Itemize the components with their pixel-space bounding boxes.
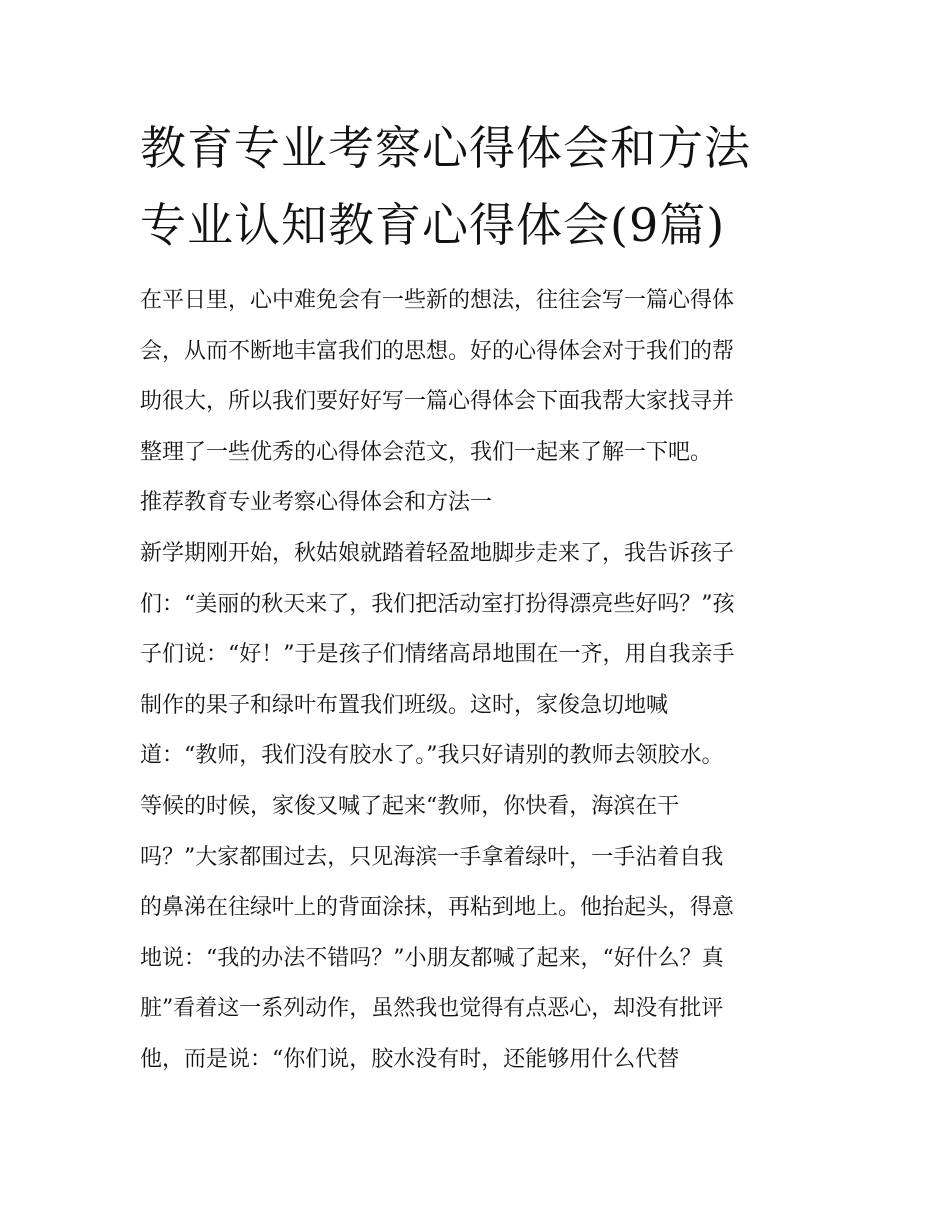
paragraph-line: 地说：“我的办法不错吗？”小朋友都喊了起来，“好什么？真 (140, 946, 724, 971)
paragraph-line: 吗？”大家都围过去，只见海滨一手拿着绿叶，一手沾着自我 (140, 845, 724, 870)
paragraph-line: 道：“教师，我们没有胶水了。”我只好请别的教师去领胶水。 (140, 743, 724, 768)
paragraph-line: 整理了一些优秀的心得体会范文，我们一起来了解一下吧。 (140, 440, 713, 465)
paragraph-line: 制作的果子和绿叶布置我们班级。这时，家俊急切地喊 (140, 693, 669, 718)
paragraph-line: 等候的时候，家俊又喊了起来“教师，你快看，海滨在干 (140, 794, 680, 819)
paragraph-line: 助很大，所以我们要好好写一篇心得体会下面我帮大家找寻并 (140, 389, 735, 414)
document-title-line-1: 教育专业考察心得体会和方法 (140, 121, 751, 175)
paragraph-line: 的鼻涕在往绿叶上的背面涂抹，再粘到地上。他抬起头，得意 (140, 895, 735, 920)
paragraph-line: 会，从而不断地丰富我们的思想。好的心得体会对于我们的帮 (140, 339, 735, 364)
paragraph-line: 新学期刚开始，秋姑娘就踏着轻盈地脚步走来了，我告诉孩子 (140, 541, 735, 566)
paragraph-line: 他，而是说：“你们说，胶水没有时，还能够用什么代替 (140, 1047, 680, 1072)
section-heading: 推荐教育专业考察心得体会和方法一 (140, 490, 493, 515)
document-title-line-2: 专业认知教育心得体会(9篇) (140, 198, 726, 252)
paragraph-line: 脏”看着这一系列动作，虽然我也觉得有点恶心，却没有批评 (140, 996, 724, 1021)
paragraph-line: 们：“美丽的秋天来了，我们把活动室打扮得漂亮些好吗？”孩 (140, 592, 735, 617)
paragraph-line: 在平日里，心中难免会有一些新的想法，往往会写一篇心得体 (140, 288, 735, 313)
paragraph-line: 子们说：“好！”于是孩子们情绪高昂地围在一齐，用自我亲手 (140, 642, 735, 667)
